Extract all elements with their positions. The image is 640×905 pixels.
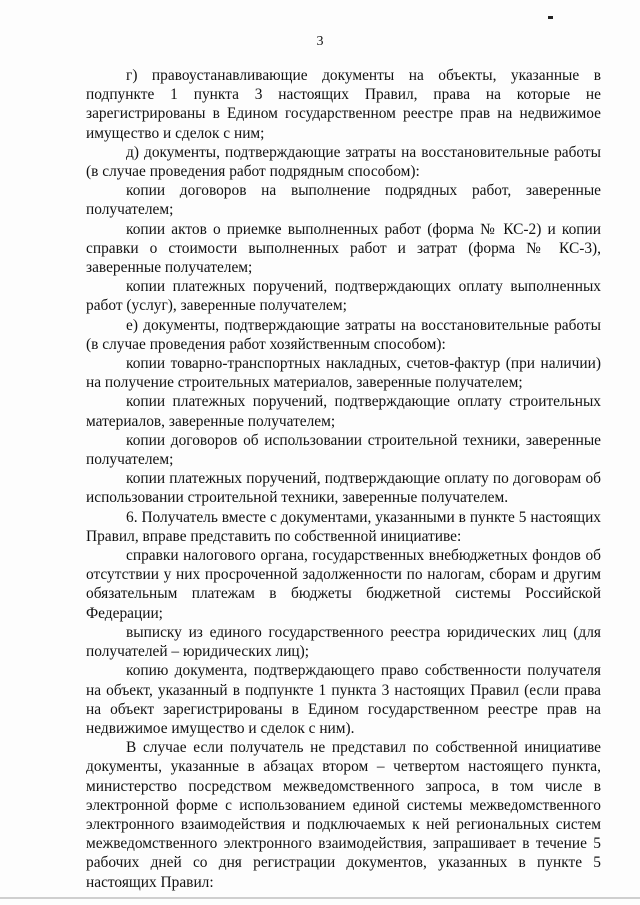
document-body [86, 66, 601, 892]
paragraph-e-economic-costs: е) документы, подтверждающие затраты на восстановительные работы (в случае проведения работ хозяйственным способом): [86, 316, 601, 353]
paragraph-d-contract-costs: д) документы, подтверждающие затраты на восстановительные работы (в случае проведения работ подрядным способом): [86, 143, 601, 181]
paragraph-tax-certificates: справки налогового органа, государственных внебюджетных фондов об отсутствии у них просроченной задолженности по налогам, сборам и другим обязательным платежам в бюджеты бюджетной системы Российской Федерации; [86, 547, 601, 622]
paragraph-payment-orders-works: копии платежных поручений, подтверждающих оплату выполненных работ (услуг), заверенные получателем; [86, 278, 601, 315]
paragraph-ownership-copy: копию документа, подтверждающего право собственности получателя на объект, указанный в подпункте 1 пункта 3 настоящих Правил (если права на объект зарегистрированы в Едином государственном реестре прав на недвижимое имущество и сделок с ним). [86, 662, 601, 737]
scan-bottom-edge [0, 897, 640, 899]
paragraph-ks-acts: копии актов о приемке выполненных работ (форма № КС-2) и копии справки о стоимости выполненных работ и затрат (форма № КС-3), заверенные получателем; [86, 220, 601, 277]
paragraph-registry-extract: выписку из единого государственного реестра юридических лиц (для получателей – юридических лиц); [86, 623, 601, 661]
paragraph-6-initiative: 6. Получатель вместе с документами, указанными в пункте 5 настоящих Правил, вправе представить по собственной инициативе: [86, 508, 601, 545]
paragraph-machinery-contracts: копии договоров об использовании строительной техники, заверенные получателем; [86, 431, 601, 469]
paragraph-contract-copies: копии договоров на выполнение подрядных работ, заверенные получателем; [86, 182, 601, 219]
paragraph-waybills: копии товарно-транспортных накладных, счетов-фактур (при наличии) на получение строительных материалов, заверенные получателем; [86, 355, 601, 392]
paragraph-payment-orders-machinery: копии платежных поручений, подтверждающие оплату по договорам об использовании строительной техники, заверенные получателем. [86, 470, 601, 507]
paragraph-payment-orders-materials: копии платежных поручений, подтверждающие оплату строительных материалов, заверенные получателем; [86, 393, 601, 430]
paragraph-interagency-request: В случае если получатель не представил по собственной инициативе документы, указанные в абзацах втором – четвертом настоящего пункта, министерство посредством межведомственного запроса, в том числе в электронной форме с использованием единой системы межведомственного электронного взаимодействия и подключаемых к ней региональных систем межведомственного электронного взаимодействия, запрашивает в течение 5 рабочих дней со дня регистрации документов, указанных в пункте 5 настоящих Правил: [86, 739, 601, 891]
page-number: 3 [316, 34, 324, 49]
scan-mark [548, 16, 553, 19]
paragraph-g-title-documents: г) правоустанавливающие документы на объекты, указанные в подпункте 1 пункта 3 настоящих Правил, права на которые не зарегистрированы в Едином государственном реестре прав на недвижимое имущество и сделок с ним; [86, 67, 601, 142]
